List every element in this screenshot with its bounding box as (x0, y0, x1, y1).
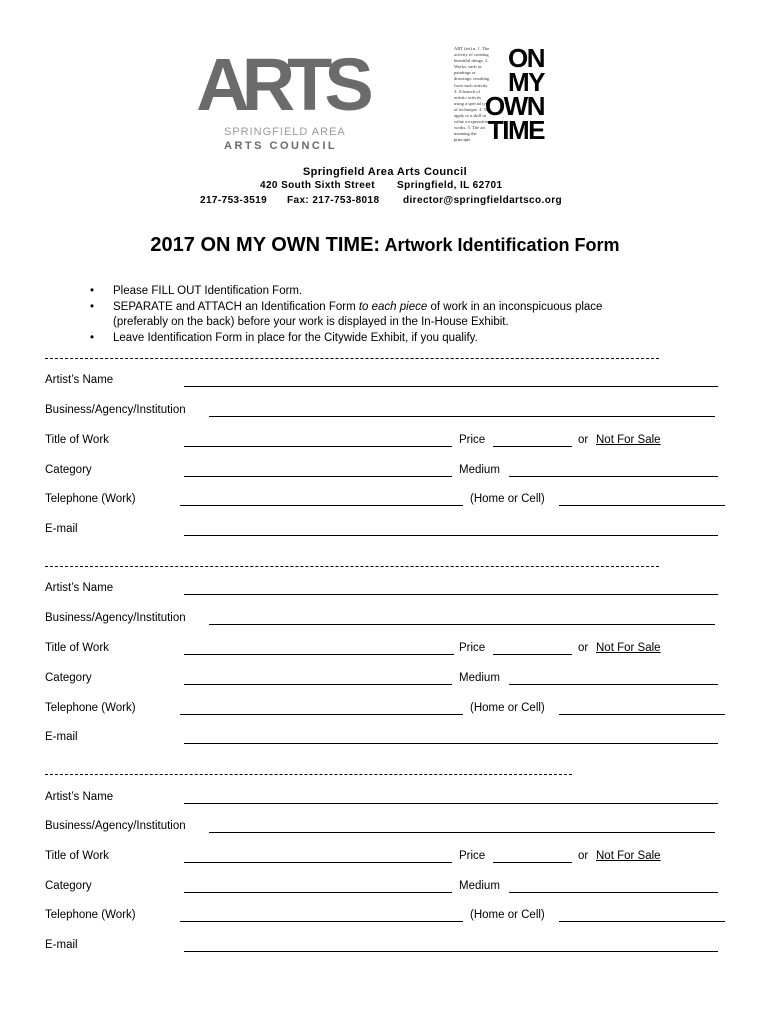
title-of-work-label-1: Title of Work (45, 434, 109, 446)
instruction-2-pre: SEPARATE and ATTACH an Identification Form (113, 300, 359, 313)
org-email: director@springfieldartsco.org (403, 195, 562, 206)
arts-logo-line1: SPRINGFIELD AREA (224, 126, 346, 138)
medium-label-1: Medium (459, 464, 500, 476)
price-label-1: Price (459, 434, 486, 446)
title-of-work-field-1[interactable] (184, 446, 452, 447)
medium-field-1[interactable] (509, 476, 718, 477)
telephone-field-3[interactable] (180, 921, 463, 922)
not-for-sale-option-3[interactable]: Not For Sale (596, 850, 661, 862)
email-field-3[interactable] (184, 951, 718, 952)
email-label-3: E-mail (45, 939, 78, 951)
or-label-1: or (578, 434, 589, 446)
email-label-1: E-mail (45, 523, 78, 535)
home-cell-label-3: (Home or Cell) (470, 909, 545, 921)
section-divider-3 (45, 774, 572, 783)
instruction-2-emphasis: to each piece (358, 300, 428, 313)
omot-title (476, 43, 544, 145)
org-address: 420 South Sixth Street (260, 180, 375, 191)
org-fax: Fax: 217-753-8018 (287, 195, 380, 206)
title-of-work-field-2[interactable] (184, 654, 454, 655)
org-city: Springfield, IL 62701 (397, 180, 503, 191)
category-label-3: Category (45, 880, 92, 892)
price-label-3: Price (459, 850, 486, 862)
arts-council-logo (196, 43, 366, 158)
omot-word-1: ON (508, 43, 544, 73)
business-label-2: Business/Agency/Institution (45, 612, 186, 624)
title-of-work-label-3: Title of Work (45, 850, 109, 862)
home-cell-field-3[interactable] (559, 921, 725, 922)
medium-label-3: Medium (459, 880, 500, 892)
artist-name-label-1: Artist’s Name (45, 374, 114, 386)
section-divider-1 (45, 358, 659, 367)
email-field-2[interactable] (184, 743, 718, 744)
business-field-2[interactable] (209, 624, 715, 625)
instruction-2 (90, 300, 650, 331)
medium-field-3[interactable] (509, 892, 718, 893)
artist-name-label-2: Artist’s Name (45, 582, 114, 594)
price-field-3[interactable] (493, 862, 572, 863)
telephone-label-3: Telephone (Work) (45, 909, 136, 921)
arts-logo-line2: ARTS COUNCIL (224, 140, 338, 152)
medium-field-2[interactable] (509, 684, 718, 685)
category-field-2[interactable] (184, 684, 452, 685)
category-field-3[interactable] (184, 892, 452, 893)
artist-name-field-2[interactable] (184, 594, 718, 595)
telephone-field-2[interactable] (180, 714, 463, 715)
home-cell-field-1[interactable] (559, 505, 725, 506)
price-label-2: Price (459, 642, 486, 654)
email-field-1[interactable] (184, 535, 718, 536)
artist-name-label-3: Artist’s Name (45, 791, 114, 803)
form-title-year: 2017 ON MY OWN TIME: (150, 234, 381, 256)
home-cell-field-2[interactable] (559, 714, 725, 715)
instruction-2-post: of work in an inconspicuous place (preferably on the back) before your work is displayed in the In-House Exhibit. (113, 300, 603, 328)
omot-definition-text: ART (ärt) n. 1. The activity of creating beautiful things. 2. Works, such as paintings or drawings, resulting from such activity. 3. A branch of artistic activity using a special type of technique. 4. To apply to a skill in value a expression works. 5. The art meaning the principle. (454, 46, 491, 143)
not-for-sale-option-1[interactable]: Not For Sale (596, 434, 661, 446)
or-label-3: or (578, 850, 589, 862)
org-phone: 217-753-3519 (200, 195, 268, 206)
form-title-rest: Artwork Identification Form (384, 235, 620, 255)
instruction-3: • Leave Identification Form in place for the Citywide Exhibit, if you qualify. (90, 331, 650, 347)
on-my-own-time-logo (452, 43, 544, 154)
price-field-2[interactable] (493, 654, 572, 655)
price-field-1[interactable] (493, 446, 572, 447)
business-label-1: Business/Agency/Institution (45, 404, 186, 416)
form-title (0, 234, 770, 257)
business-label-3: Business/Agency/Institution (45, 820, 186, 832)
title-of-work-label-2: Title of Work (45, 642, 109, 654)
telephone-label-1: Telephone (Work) (45, 493, 136, 505)
telephone-field-1[interactable] (180, 505, 463, 506)
or-label-2: or (578, 642, 589, 654)
business-field-1[interactable] (209, 416, 715, 417)
telephone-label-2: Telephone (Work) (45, 702, 136, 714)
arts-logo-graphic (196, 43, 366, 126)
instructions-list (90, 284, 650, 346)
category-field-1[interactable] (184, 476, 452, 477)
email-label-2: E-mail (45, 731, 78, 743)
svg-text:ARTS: ARTS (196, 43, 366, 126)
not-for-sale-option-2[interactable]: Not For Sale (596, 642, 661, 654)
artist-name-field-3[interactable] (184, 803, 718, 804)
title-of-work-field-3[interactable] (184, 862, 452, 863)
home-cell-label-1: (Home or Cell) (470, 493, 545, 505)
business-field-3[interactable] (209, 832, 715, 833)
instruction-1: • Please FILL OUT Identification Form. (90, 284, 650, 300)
artist-name-field-1[interactable] (184, 386, 718, 387)
omot-word-3: OWN (484, 91, 544, 121)
home-cell-label-2: (Home or Cell) (470, 702, 545, 714)
section-divider-2 (45, 566, 659, 575)
omot-word-4: TIME (487, 115, 544, 145)
org-name: Springfield Area Arts Council (302, 166, 468, 178)
category-label-1: Category (45, 464, 92, 476)
category-label-2: Category (45, 672, 92, 684)
medium-label-2: Medium (459, 672, 500, 684)
omot-word-2: MY (508, 67, 544, 97)
